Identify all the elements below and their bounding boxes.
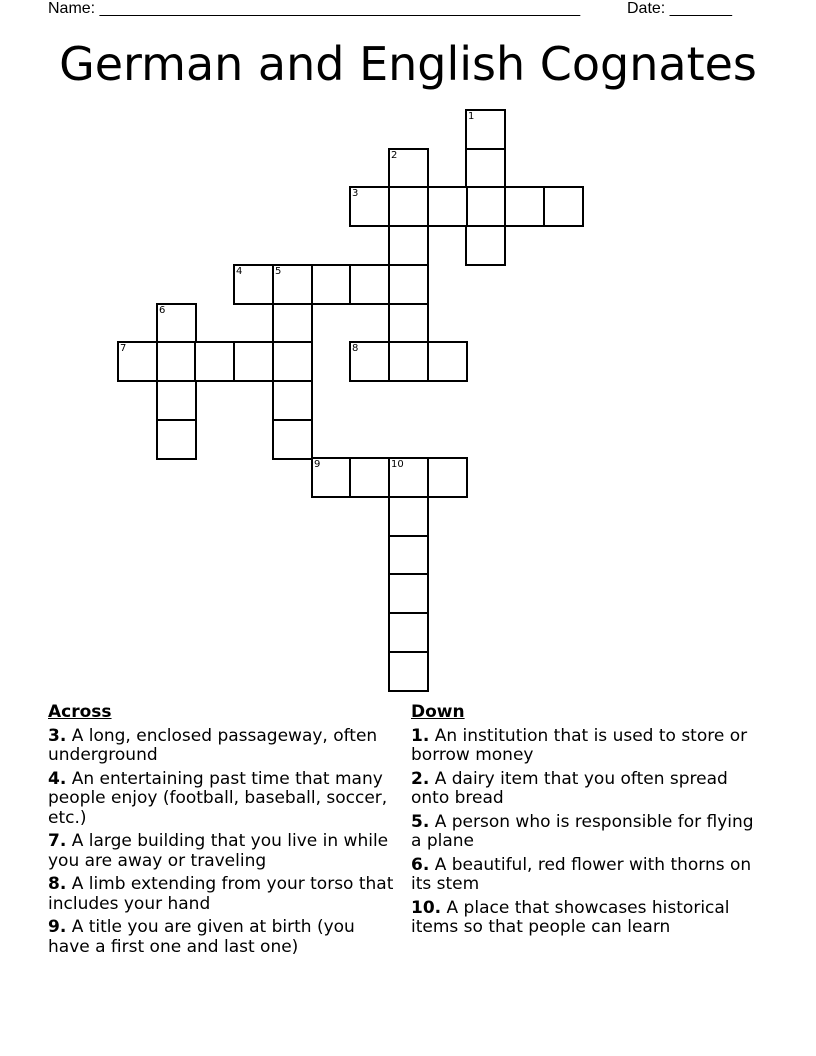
crossword-cell[interactable] — [543, 186, 584, 227]
clue-number: 10. — [411, 897, 442, 918]
crossword-cell[interactable] — [388, 341, 429, 382]
page-title: German and English Cognates — [59, 37, 757, 91]
clue-down-5 — [411, 813, 763, 852]
crossword-cell[interactable] — [427, 186, 468, 227]
crossword-cell[interactable] — [388, 612, 429, 653]
across-heading: Across — [48, 702, 112, 722]
crossword-cell[interactable] — [427, 341, 468, 382]
clue-across-9 — [48, 918, 400, 957]
across-clues — [48, 703, 400, 961]
crossword-cell[interactable] — [388, 225, 429, 266]
clue-text: A beautiful, red flower with thorns on its stem — [411, 854, 752, 894]
cell-number: 7 — [120, 343, 127, 354]
cell-number: 9 — [314, 459, 321, 470]
crossword-cell[interactable] — [349, 264, 390, 305]
crossword-cell[interactable] — [311, 457, 352, 498]
crossword-cell[interactable] — [388, 573, 429, 614]
crossword-cell[interactable] — [233, 264, 274, 305]
crossword-cell[interactable] — [272, 264, 313, 305]
clue-down-1 — [411, 727, 763, 766]
clue-text: A title you are given at birth (you have a first one and last one) — [48, 917, 355, 957]
cell-number: 8 — [352, 343, 359, 354]
crossword-cell[interactable] — [427, 457, 468, 498]
clue-number: 8. — [48, 874, 67, 894]
crossword-cell[interactable] — [311, 264, 352, 305]
cell-number: 10 — [391, 459, 404, 470]
crossword-cell[interactable] — [465, 148, 506, 189]
crossword-cell[interactable] — [504, 186, 545, 227]
crossword-cell[interactable] — [388, 457, 429, 498]
clue-text: A long, enclosed passageway, often underground — [48, 725, 378, 765]
crossword-cell[interactable] — [156, 303, 197, 344]
clue-down-2 — [411, 770, 763, 809]
crossword-cell[interactable] — [272, 419, 313, 460]
clue-number: 9. — [48, 917, 67, 937]
cell-number: 6 — [159, 305, 166, 316]
cell-number: 1 — [468, 111, 475, 122]
cell-number: 4 — [236, 266, 243, 277]
clue-down-6 — [411, 856, 763, 895]
clue-across-4 — [48, 770, 400, 829]
date-field[interactable]: Date: _______ — [627, 0, 732, 17]
clue-number: 5. — [411, 811, 430, 832]
crossword-cell[interactable] — [465, 225, 506, 266]
clue-number: 7. — [48, 831, 67, 851]
name-field[interactable]: Name: ______________________________________________________ — [48, 0, 581, 17]
clue-text: A limb extending from your torso that includes your hand — [48, 874, 394, 914]
crossword-cell[interactable] — [349, 186, 390, 227]
crossword-cell[interactable] — [194, 341, 235, 382]
crossword-cell[interactable] — [465, 109, 506, 150]
crossword-cell[interactable] — [388, 303, 429, 344]
crossword-cell[interactable] — [388, 264, 429, 305]
crossword-cell[interactable] — [272, 303, 313, 344]
crossword-cell[interactable] — [349, 341, 390, 382]
clue-number: 3. — [48, 725, 67, 746]
clue-text: A place that showcases historical items so that people can learn — [411, 897, 730, 937]
cell-number: 3 — [352, 188, 359, 199]
clue-number: 2. — [411, 768, 430, 789]
cell-number: 5 — [275, 266, 282, 277]
crossword-cell[interactable] — [156, 419, 197, 460]
clue-text: An institution that is used to store or borrow money — [411, 725, 748, 765]
clue-text: A person who is responsible for flying a plane — [411, 811, 754, 851]
crossword-cell[interactable] — [388, 535, 429, 576]
crossword-cell[interactable] — [349, 457, 390, 498]
clue-text: A dairy item that you often spread onto bread — [411, 768, 728, 808]
clue-across-7 — [48, 832, 400, 871]
clue-across-8 — [48, 875, 400, 914]
clue-text: An entertaining past time that many people enjoy (football, baseball, soccer, etc.) — [48, 768, 388, 828]
crossword-cell[interactable] — [117, 341, 158, 382]
crossword-cell[interactable] — [233, 341, 274, 382]
crossword-cell[interactable] — [272, 380, 313, 421]
crossword-cell[interactable] — [388, 496, 429, 537]
clue-number: 6. — [411, 854, 430, 875]
clue-text: A large building that you live in while you are away or traveling — [48, 831, 389, 871]
crossword-cell[interactable] — [388, 186, 429, 227]
clue-number: 1. — [411, 725, 430, 746]
cell-number: 2 — [391, 150, 398, 161]
down-clues — [411, 703, 763, 942]
crossword-cell[interactable] — [272, 341, 313, 382]
crossword-cell[interactable] — [388, 148, 429, 189]
crossword-cell[interactable] — [465, 186, 506, 227]
crossword-cell[interactable] — [156, 341, 197, 382]
crossword-cell[interactable] — [388, 651, 429, 692]
clue-across-3 — [48, 727, 400, 766]
clue-down-10 — [411, 899, 763, 938]
down-heading: Down — [411, 702, 465, 722]
crossword-cell[interactable] — [156, 380, 197, 421]
clue-number: 4. — [48, 768, 67, 789]
